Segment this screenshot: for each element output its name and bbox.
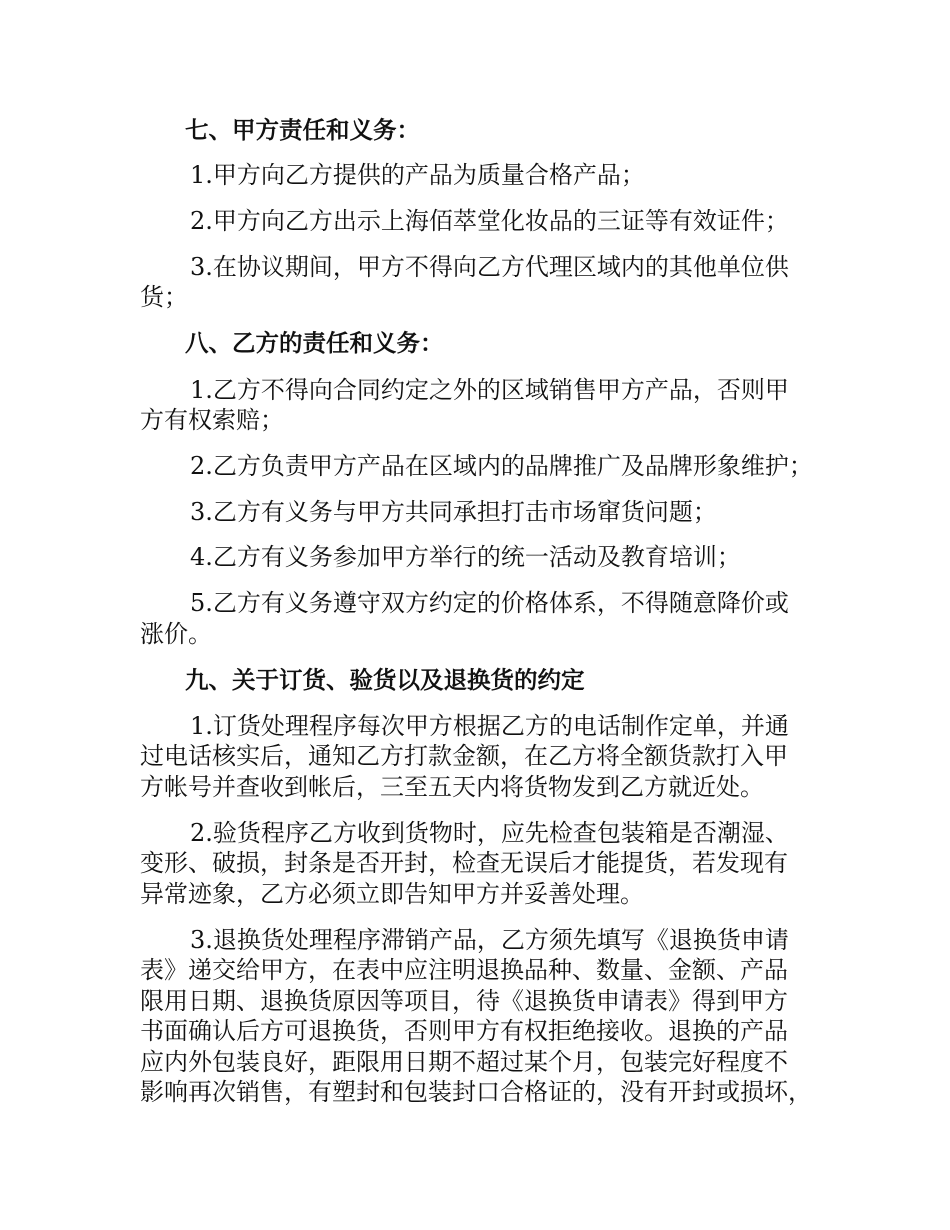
section-8-item-5-line-2: 涨价。 xyxy=(140,620,212,648)
section-9-item-3-line-6: 影响再次销售，有塑封和包装封口合格证的，没有开封或损坏， xyxy=(140,1078,812,1106)
section-9-item-1-line-3: 方帐号并查收到帐后，三至五天内将货物发到乙方就近处。 xyxy=(140,773,764,801)
section-8-item-1-line-1: 1.乙方不得向合同约定之外的区域销售甲方产品，否则甲 xyxy=(190,376,789,404)
section-8-item-1-line-2: 方有权索赔； xyxy=(140,406,284,434)
section-8-item-4-line-1: 4.乙方有义务参加甲方举行的统一活动及教育培训； xyxy=(190,543,741,571)
section-8-item-2-line-1: 2.乙方负责甲方产品在区域内的品牌推广及品牌形象维护； xyxy=(190,452,813,480)
section-9-item-3-line-1: 3.退换货处理程序滞销产品，乙方须先填写《退换货申请 xyxy=(190,926,789,954)
section-8-heading: 八、乙方的责任和义务： xyxy=(185,329,444,357)
section-9-item-3-line-5: 应内外包装良好，距限用日期不超过某个月，包装完好程度不 xyxy=(140,1048,788,1076)
section-9-item-2-line-2: 变形、破损，封条是否开封，检查无误后才能提货，若发现有 xyxy=(140,849,788,877)
section-9-item-3-line-3: 限用日期、退换货原因等项目，待《退换货申请表》得到甲方 xyxy=(140,987,788,1015)
section-8-item-5-line-1: 5.乙方有义务遵守双方约定的价格体系，不得随意降价或 xyxy=(190,589,789,617)
section-9-item-1-line-2: 过电话核实后，通知乙方打款金额，在乙方将全额货款打入甲 xyxy=(140,742,788,770)
section-7-item-3-line-2: 货； xyxy=(140,283,188,311)
section-9-item-3-line-4: 书面确认后方可退换货，否则甲方有权拒绝接收。退换的产品 xyxy=(140,1017,788,1045)
section-9-item-3-line-2: 表》递交给甲方，在表中应注明退换品种、数量、金额、产品 xyxy=(140,956,788,984)
section-7-item-1-line-1: 1.甲方向乙方提供的产品为质量合格产品； xyxy=(190,161,645,189)
section-9-item-2-line-1: 2.验货程序乙方收到货物时，应先检查包装箱是否潮湿、 xyxy=(190,819,789,847)
section-7-item-3-line-1: 3.在协议期间，甲方不得向乙方代理区域内的其他单位供 xyxy=(190,253,789,281)
section-7-item-2-line-1: 2.甲方向乙方出示上海佰萃堂化妆品的三证等有效证件； xyxy=(190,207,789,235)
section-9-item-2-line-3: 异常迹象，乙方必须立即告知甲方并妥善处理。 xyxy=(140,880,644,908)
section-9-heading: 九、关于订货、验货以及退换货的约定 xyxy=(185,666,585,694)
section-7-heading: 七、甲方责任和义务： xyxy=(185,116,420,144)
section-9-item-1-line-1: 1.订货处理程序每次甲方根据乙方的电话制作定单，并通 xyxy=(190,712,789,740)
section-8-item-3-line-1: 3.乙方有义务与甲方共同承担打击市场窜货问题； xyxy=(190,498,717,526)
